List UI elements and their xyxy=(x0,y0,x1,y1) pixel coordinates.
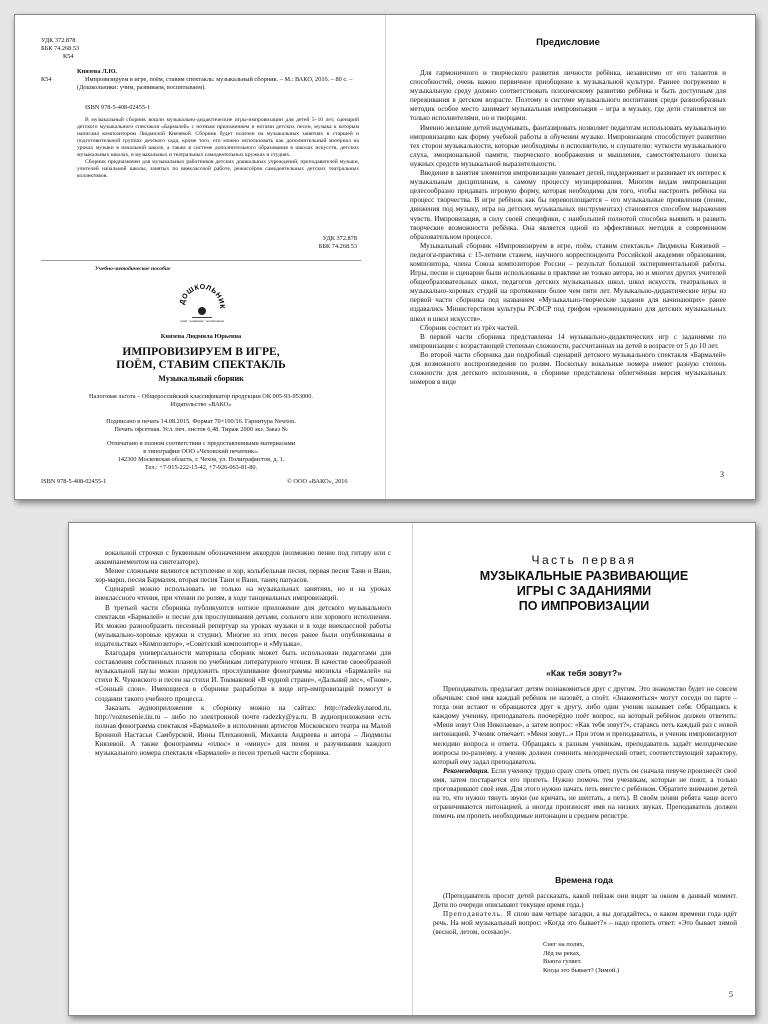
foreword-heading: Предисловие xyxy=(536,37,600,48)
abstract-paragraph: В музыкальный сборник вошли музыкально-дидактические игры-импровизации для детей 5–10 лет, сценарий детского музыкального спектакля «Бармалей» с нотным приложением и нотами детских песен, музыка к которым написана композитором Людмилой Князевой. Сборник будет полезен на музыкальных занятиях в старшей и подготовительной группах детского сада, кроме того, его можно использовать как дополнительный материал на уроках музыки в начальной школе, а также в системе дополнительного образования в школах искусств, детских музыкальных школах, в музыкальных и театральных самодеятельных кружках и студиях. xyxy=(77,117,359,158)
poem-line: Вьюга гуляет. xyxy=(543,958,582,965)
poem-line: Снег на полях, xyxy=(543,941,585,948)
book-title-line: ПОЁМ, СТАВИМ СПЕКТАКЛЬ xyxy=(116,359,286,371)
part-title-line: МУЗЫКАЛЬНЫЕ РАЗВИВАЮЩИЕ xyxy=(479,569,689,583)
author-mark: К54 xyxy=(63,53,74,60)
recommendation-label: Рекомендация. xyxy=(443,766,490,775)
print-info-line: Подписано в печать 14.08.2015. Формат 70×100/16. Гарнитура Newton. xyxy=(106,418,296,425)
recommendation xyxy=(433,767,737,822)
footer-copyright: © ООО «ВАКО», 2016 xyxy=(287,478,348,485)
print-info-line: Печать офсетная. Усл. печ. листов 6,48. Тираж 2000 экз. Заказ № xyxy=(114,426,288,433)
publisher: Издательство «ВАКО» xyxy=(170,401,232,408)
continuation-page xyxy=(69,523,412,1015)
top-spread xyxy=(14,14,756,500)
series-logo-text: ДОШКОЛЬНИК xyxy=(179,283,226,310)
continuation-paragraph: В третьей части сборника публикуются нотное приложение для детского музыкального спектакля «Бармалей» и песни для прослушивания детьми, сольного или хорового исполнения. Их можно разнообразить песенный репертуар на уроках музыки и в ходе внеклассной работы (музыкально-хоровые кружки и студии). Многие из этих песен ранее были опубликованы в издательствах «Композитор», «Советский композитор» и «Музыка». xyxy=(95,603,391,648)
divider xyxy=(41,260,361,261)
foreword-paragraph: Именно желание детей выдумывать, фантазировать позволяет педагогам использовать музыкальную импровизацию как форму учебной работы в обучении музыке. Импровизация способствует развитию тех сторон музыкальности, которые необходимы и исполнителю, и слушателю: чуткости музыкального слуха, эмоциональной памяти, творческого воображения и мышления, самостоятельного поиска нужных средств музыкальной выразительности. xyxy=(410,123,726,168)
udk-code: УДК 372.878 xyxy=(41,37,76,44)
bbk-code-right: ББК 74.268.53 xyxy=(318,243,357,250)
recommendation-text: Если ученику трудно сразу спеть ответ, пусть он сначала певуче произнесёт своё имя, затем постарается его пропеть. Нужно помочь тем ученикам, которые не поют, а только проговаривают своё имя. Для этого нужно начать петь вместе с ребёнком. Обратите внимание детей на то, что нужно тянуть звуки (не кричать, не шептать, а петь). В своём пении ребята чаще всего ограничиваются интонацией, а иногда произносят имя на низких звуках. Преподаватель должен помочь им пропеть необходимые интонации в среднем регистре. xyxy=(433,766,737,821)
foreword-page xyxy=(386,15,755,499)
author-full: Князева Людмила Юрьевна xyxy=(160,333,242,340)
continuation-paragraph: Менее сложными являются вступление и хор, колыбельная песня, первая песня Тани и Вани, хор-марш, песня Бармалея, вторая песня Тани и Вани, танец папуасов. xyxy=(95,567,391,585)
part-title-line: ПО ИМПРОВИЗАЦИИ xyxy=(518,599,650,613)
foreword-paragraph: Введение в занятия элементов импровизации увлекает детей, поддерживает и развивает их интерес к музыкальным дисциплинам, к самому процессу музицирования. Многим видам импровизации целесообразно придавать игровую форму, которая необходима для того, чтобы настроить ребёнка на процесс творчества. В игре ребёнок как бы перевоплощается – его музыкальные проявления (пение, движения под музыку, игра на детских музыкальных инструментах) становятся способом выражения чувств. Импровизация, в силу своей специфики, с наибольшей полнотой способна выявить и развить творческие возможности ребёнка. Она является одной из эффективных методик в современном образовательном процессе. xyxy=(410,169,726,241)
teacher-line xyxy=(433,910,737,937)
printer-info-line: в типографии ООО «Чеховский печатник». xyxy=(143,448,259,455)
genre-label: Учебно-методическое пособие xyxy=(95,266,171,272)
game-paragraph: Преподаватель предлагает детям познакомиться друг с другом. Это знакомство будет не совсем обычным: своё имя каждый ребёнок не назовёт, а споёт. «Знакомиться» могут соседи по парте – тогда они встают и обращаются друг к другу, либо один ученик называет себя. Обращаясь к каждому ученику, преподаватель поочерёдно поёт вопрос, на который ребёнок должен ответить: «Меня зовут Оля Николаева», а затем вопрос: «Как тебя зовут?», стараясь петь каждый раз с новой интонацией. Ученик отвечает: «Меня зовут...» При этом и преподаватель, и ученик импровизируют мелодию вопроса и ответа. Обращаясь к разным ученикам, преподаватель задаёт мелодические вопросы по-разному, а ученик должен сочинить мелодический ответ, соответствующий характеру, который ему задал преподаватель. xyxy=(433,685,737,766)
imprint-page xyxy=(15,15,385,499)
printer-info xyxy=(41,440,361,472)
continuation-body xyxy=(95,549,391,758)
foreword-paragraph: Для гармоничного и творческого развития личности ребёнка, независимо от его талантов и способностей, очень важно первичное приобщение к музыкальной культуре. Раннее погружение в музыкальную среду должно соответствовать психическому развитию ребёнка и быть доступным для переживания в детском возрасте. Поэтому в системе музыкального воспитания среди разнообразных методик особое место занимает музыкальная импровизация – игра в музыку, где дети становятся не только исполнителями, но и творцами. xyxy=(410,69,726,123)
isbn: ISBN 978-5-408-02455-1 xyxy=(85,104,151,111)
game-title: «Как тебя зовут?» xyxy=(546,668,622,678)
tax-line: Налоговая льгота – Общероссийский классификатор продукции ОК 005-93-953000. xyxy=(88,393,314,400)
author-short: Князева Л.Ю. xyxy=(77,68,117,75)
footer-isbn: ISBN 978-5-408-02455-1 xyxy=(41,478,107,485)
continuation-paragraph: вокальной строчки с буквенным обозначением аккордов (возможно пение под гитару или с аккомпанементом на синтезаторе). xyxy=(95,549,391,567)
game-intro: (Преподаватель просит детей рассказать, какой пейзаж они видят за окном в данный момент. Дети по очереди описывают текущее время года.) xyxy=(433,892,737,910)
teacher-label: Преподаватель. xyxy=(443,910,504,919)
udk-code-right: УДК 372.878 xyxy=(322,235,357,242)
print-info xyxy=(41,418,361,434)
foreword-paragraph: Сборник состоит из трёх частей. xyxy=(420,323,519,332)
book-subtitle: Музыкальный сборник xyxy=(158,374,244,383)
part-title-line: ИГРЫ С ЗАДАНИЯМИ xyxy=(516,584,652,598)
teacher-text: Я спою вам четыре загадки, а вы догадайтесь, о каком времени года идёт речь. На мой музыкальный вопрос: «Когда это бывает?» – надо пропеть ответ: «Это бывает зимой (весной, летом, осенью)». xyxy=(433,910,737,937)
margin-mark: К54 xyxy=(41,76,52,83)
printer-info-line: Отпечатано в полном соответствии с предоставленными материалами xyxy=(106,440,296,447)
poem-line: Лёд на реках, xyxy=(543,949,581,957)
foreword-paragraph: Во второй части сборника дан подробный сценарий детского музыкального спектакля «Бармалей» для возможного воспроизведения по ролям. Поскольку вокальные номера имеют разную степень сложности для детского исполнения, в сборнике представлена облегчённая версия музыкальных номеров в виде xyxy=(410,350,726,387)
part-title xyxy=(427,569,741,614)
series-logo xyxy=(176,275,228,327)
svg-text:ДОШКОЛЬНИКИ xyxy=(176,275,225,309)
series-logo-sub: учим · развиваем · воспитываем xyxy=(180,319,224,323)
citation: Импровизируем в игре, поём, ставим спектакль: музыкальный сборник. – М.: ВАКО, 2016. – 80 с. – (Дошкольники: учим, развиваем, воспитываем). xyxy=(77,76,353,91)
game-two-text xyxy=(433,892,737,937)
abstract-paragraph: Сборник предназначен для музыкальных работников детских дошкольных учреждений, преподавателей музыки, учителей начальной школы, занятых по внеклассной работе, режиссёров самодеятельных детских театральных коллективов. xyxy=(77,159,359,179)
foreword-paragraph: В первой части сборника представлены 14 музыкально-дидактических игр с заданиями по импровизации с возрастающей степенью сложности, рассчитанных на детей в возрасте от 5 до 10 лет. xyxy=(410,332,726,350)
riddle-poem xyxy=(543,941,733,975)
part-one-page xyxy=(413,523,755,1015)
book-title-line: ИМПРОВИЗИРУЕМ В ИГРЕ, xyxy=(122,346,280,358)
continuation-paragraph: Сценарий можно использовать не только на музыкальных занятиях, но и на уроках внеклассного чтения, при чтении по ролям, в ходе танцевальных импровизаций. xyxy=(95,585,391,603)
poem-line: Когда это бывает? (Зимой.) xyxy=(543,966,620,974)
bottom-spread xyxy=(68,522,756,1016)
printer-info-line: 142300 Московская область, г. Чехов, ул. Полиграфистов, д. 1. xyxy=(117,456,285,463)
continuation-paragraph: Благодаря универсальности материала сборник может быть использован педагогами для составления собственных планов по учебникам литературного чтения. В качестве своеобразной музыкальной паузы можно предложить прослушивание фонограммы мюзикла «Бармалей» на стихи К. Чуковского и песен на стихи И. Токмаковой «В чудной стране», «Дальний лес», «Гном», «Сонный слон». Имеющиеся в сборнике разработки в виде игр-импровизаций помогут в создании такого учебного процесса. xyxy=(95,649,391,703)
udk-block xyxy=(41,37,79,61)
foreword-body xyxy=(410,69,726,387)
continuation-paragraph: Заказать аудиоприложение к сборнику можно на сайтах: http://radezky.narod.ru, http://voznesenie.tiu.ru – либо по электронной почте radezky@ya.ru. В аудиоприложении есть полная фонограмма спектакля «Бармалей» в исполнении артистов Московского театра на Малой Бронной Настасьи Самбурской, Инны Плехановой, Михаила Андреева и автора – Людмилы Князевой. А также фонограммы «плюс» и «минус» для пения и разучивания каждого музыкального номера спектакля «Бармалей» и песен третьей части сборника. xyxy=(95,703,391,758)
udk-right-block xyxy=(215,235,357,251)
abstract xyxy=(77,117,359,180)
book-title xyxy=(41,346,361,372)
game-title: Времена года xyxy=(555,875,613,885)
bbk-code: ББК 74.268.53 xyxy=(41,45,80,52)
game-one-text xyxy=(433,685,737,821)
page-number: 5 xyxy=(729,990,733,999)
printer-info-line: Тел.: +7-915-222-15-42, +7-926-063-81-80. xyxy=(144,464,258,471)
page-number: 3 xyxy=(720,470,724,479)
foreword-paragraph: Музыкальный сборник «Импровизируем в игре, поём, ставим спектакль» Людмилы Князевой – педагога-практика с 15-летним стажем, научного корреспондента Российской академии образования, композитора, члена Союза композиторов России – результат большой экспериментальной работы. Игры, песни и сценарии были использованы в практике не только автора, но и многих других учителей общеобразовательных школ, педагогов детских музыкальных школ, школ искусств, театральных и музыкально-хоровых студий на протяжении более чем пяти лет. Музыкально-дидактические игры из первой части сборника под названием «Музыкально-творческие задания для начинающих» ранее издавались Министерством культуры РСФСР под грифом «рекомендовано для детских музыкальных школ и школ искусств». xyxy=(410,241,726,323)
part-label: Часть первая xyxy=(531,553,637,567)
